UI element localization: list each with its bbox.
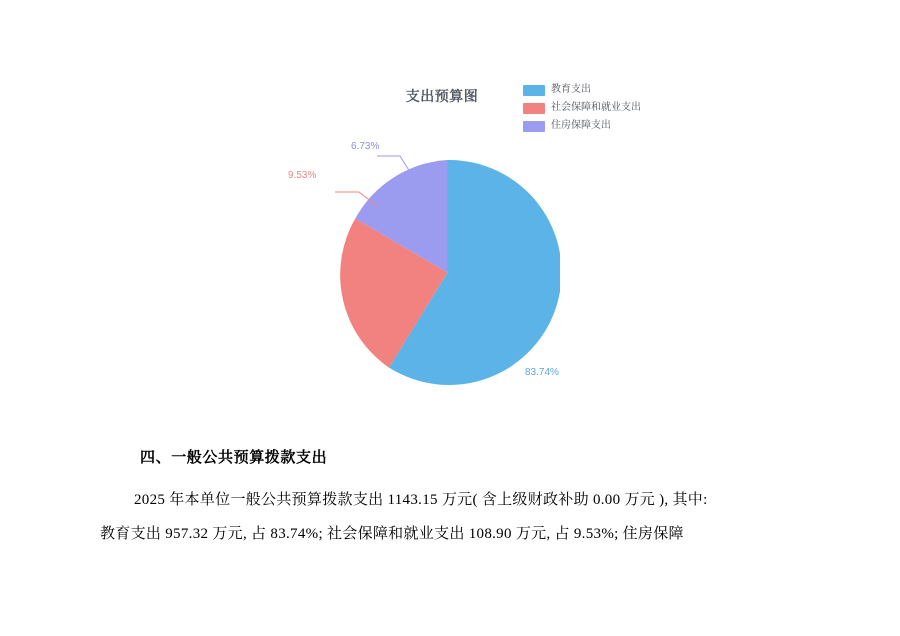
- pie-svg: [335, 160, 560, 385]
- body-text: [100, 446, 800, 551]
- paragraph-line: [100, 517, 800, 551]
- chart-title: 支出预算图: [405, 88, 479, 104]
- paragraph-line: [100, 483, 800, 517]
- chart-legend: [523, 84, 641, 132]
- legend-item[interactable]: [523, 102, 641, 114]
- paragraph-line-text: 教育支出 957.32 万元, 占 83.74%; 社会保障和就业支出 108.90 万元, 占 9.53%; 住房保障: [100, 526, 684, 542]
- legend-label: 社会保障和就业支出: [551, 102, 641, 113]
- paragraph-line-text: 2025 年本单位一般公共预算拨款支出 1143.15 万元( 含上级财政补助 0.00 万元 ), 其中:: [134, 492, 708, 508]
- pie-graphic: [335, 160, 560, 385]
- section-heading: 四、一般公共预算拨款支出: [140, 449, 328, 466]
- budget-paragraph: [100, 483, 800, 551]
- pie-label-housing: 6.73%: [351, 141, 380, 152]
- legend-item[interactable]: [523, 120, 641, 132]
- legend-label: 教育支出: [551, 84, 591, 95]
- legend-item[interactable]: [523, 84, 641, 96]
- legend-swatch-education: [523, 85, 545, 96]
- pie-label-education: 83.74%: [525, 367, 559, 378]
- legend-swatch-social-security: [523, 103, 545, 114]
- legend-label: 住房保障支出: [551, 120, 611, 131]
- pie-label-social-security: 9.53%: [288, 170, 317, 181]
- legend-swatch-housing: [523, 121, 545, 132]
